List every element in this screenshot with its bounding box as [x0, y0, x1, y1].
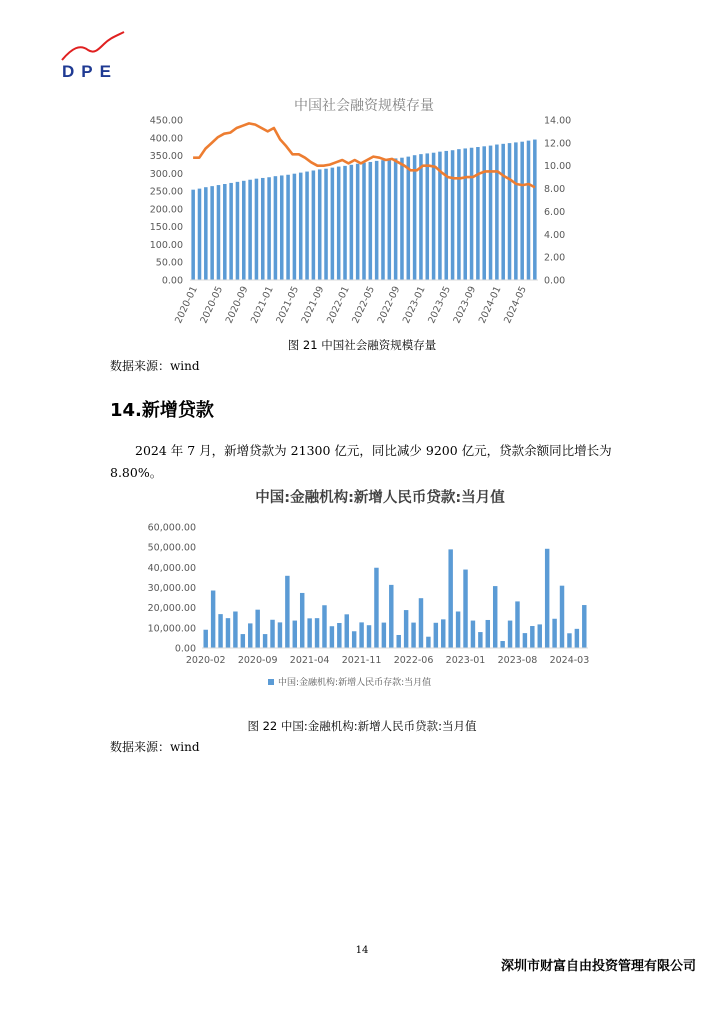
right-axis-tick: 12.00: [544, 138, 572, 150]
bar: [299, 173, 303, 280]
y-axis-tick: 60,000.00: [147, 522, 196, 534]
bar: [226, 618, 230, 648]
bar: [514, 142, 518, 280]
bar: [223, 184, 227, 280]
bar: [233, 611, 237, 648]
bar: [394, 158, 398, 280]
logo-text: DPE: [62, 62, 118, 81]
bar: [538, 624, 542, 648]
bar: [203, 630, 207, 648]
x-tick-label: 2023-08: [497, 655, 538, 666]
figure21-source: 数据来源：wind: [110, 359, 200, 373]
right-axis-tick: 2.00: [544, 252, 566, 264]
bar: [575, 629, 579, 648]
bar: [413, 155, 417, 280]
bar: [324, 169, 328, 280]
left-axis-tick: 450.00: [149, 115, 183, 127]
bar: [315, 618, 319, 648]
bar: [426, 637, 430, 648]
bar: [489, 146, 493, 280]
legend-label: 中国:金融机构:新增人民币存款:当月值: [278, 678, 432, 688]
x-tick-label: 2024-05: [502, 284, 529, 326]
bar: [388, 159, 392, 280]
bar: [471, 621, 475, 648]
figure21-caption: 图 21 中国社会融资规模存量: [287, 338, 437, 352]
x-tick-label: 2023-01: [445, 655, 486, 666]
bar: [533, 140, 537, 280]
bar: [331, 168, 335, 280]
bar: [359, 622, 363, 648]
bar: [362, 163, 366, 280]
y-axis-tick: 40,000.00: [147, 562, 196, 574]
bar: [300, 593, 304, 648]
company-name: 深圳市财富自由投资管理有限公司: [500, 959, 696, 974]
bar: [523, 633, 527, 648]
bar: [343, 166, 347, 280]
bar: [307, 618, 311, 648]
bar: [211, 591, 215, 648]
figure22-title: 中国:金融机构:新增人民币贷款:当月值: [255, 490, 505, 506]
bar: [582, 605, 586, 648]
x-tick-label: 2023-05: [426, 284, 453, 326]
bar: [419, 598, 423, 648]
bar: [248, 180, 252, 280]
bar: [248, 623, 252, 648]
bar: [482, 146, 486, 280]
bar: [434, 623, 438, 648]
bar: [515, 601, 519, 648]
bar: [204, 187, 208, 280]
legend-swatch: [268, 679, 274, 685]
bar: [229, 183, 233, 280]
right-axis-tick: 8.00: [544, 184, 566, 196]
x-tick-label: 2022-06: [393, 655, 434, 666]
bar: [350, 165, 354, 280]
bar: [322, 605, 326, 648]
right-axis-tick: 14.00: [544, 115, 572, 127]
figure21-title: 中国社会融资规模存量: [294, 98, 434, 114]
x-tick-label: 2021-04: [289, 655, 330, 666]
bar: [419, 154, 423, 280]
bar: [241, 634, 245, 648]
bar: [293, 621, 297, 648]
y-axis-tick: 20,000.00: [147, 603, 196, 615]
figure21-chart: [140, 92, 580, 337]
bar: [305, 172, 309, 280]
bar: [337, 623, 341, 648]
bar: [530, 626, 534, 648]
bar: [293, 174, 297, 280]
bar: [369, 162, 373, 280]
bar: [191, 190, 195, 280]
x-tick-label: 2021-11: [341, 655, 382, 666]
bar: [448, 549, 452, 648]
x-tick-label: 2022-01: [324, 284, 352, 326]
bar: [560, 586, 564, 648]
x-tick-label: 2024-01: [476, 284, 504, 326]
x-tick-label: 2021-09: [299, 284, 327, 326]
x-tick-label: 2021-05: [274, 284, 302, 326]
bar: [337, 167, 341, 280]
bar: [280, 175, 284, 280]
logo-swoosh: [58, 30, 128, 64]
x-tick-label: 2022-09: [375, 284, 403, 326]
left-axis-tick: 250.00: [149, 186, 183, 198]
bar: [478, 632, 482, 648]
x-tick-label: 2023-01: [400, 284, 428, 326]
x-tick-label: 2020-09: [223, 284, 251, 326]
bar: [400, 158, 404, 280]
bar: [312, 170, 316, 280]
bar: [263, 634, 267, 648]
section-paragraph: 2024 年 7 月，新增贷款为 21300 亿元，同比减少 9200 亿元，贷款余额同比增长为 8.80%。: [110, 443, 612, 480]
bar: [463, 148, 467, 280]
bar: [527, 141, 531, 280]
bar: [255, 610, 259, 648]
bar: [270, 620, 274, 648]
bar: [404, 610, 408, 648]
bar: [218, 614, 222, 648]
y-axis-tick: 0.00: [174, 643, 196, 655]
left-axis-tick: 200.00: [149, 204, 183, 216]
figure22-source: 数据来源：wind: [110, 740, 200, 754]
bar: [382, 623, 386, 648]
bar: [463, 570, 467, 648]
bar: [278, 622, 282, 648]
bar: [374, 568, 378, 648]
x-tick-label: 2020-05: [198, 284, 226, 326]
bar: [352, 631, 356, 648]
right-axis-tick: 0.00: [544, 275, 566, 287]
bar: [567, 633, 571, 648]
bar: [426, 153, 430, 280]
bar: [441, 619, 445, 648]
bar: [381, 160, 385, 280]
x-tick-label: 2022-05: [350, 284, 378, 326]
y-axis-tick: 10,000.00: [147, 623, 196, 635]
bar: [330, 626, 334, 648]
section-title: 14.新增贷款: [110, 400, 214, 421]
figure22-caption: 图 22 中国:金融机构:新增人民币贷款:当月值: [247, 719, 477, 733]
bar: [545, 549, 549, 648]
right-axis-tick: 6.00: [544, 206, 566, 218]
x-tick-label: 2020-09: [237, 655, 278, 666]
bar: [432, 153, 436, 280]
y-axis-tick: 30,000.00: [147, 583, 196, 594]
left-axis-tick: 350.00: [149, 151, 183, 163]
x-tick-label: 2020-02: [185, 655, 226, 666]
bar: [389, 585, 393, 648]
right-axis-tick: 4.00: [544, 229, 566, 241]
figure22-chart: [140, 480, 600, 705]
bar: [261, 178, 265, 280]
y-axis-tick: 50,000.00: [147, 542, 196, 554]
bar: [552, 619, 556, 648]
bar: [457, 149, 461, 280]
bar: [495, 145, 499, 280]
bar: [285, 576, 289, 648]
bar: [345, 614, 349, 648]
x-tick-label: 2020-01: [173, 284, 200, 326]
bar: [375, 161, 379, 280]
bar: [198, 189, 202, 280]
left-axis-tick: 0.00: [161, 275, 183, 287]
bar: [255, 179, 259, 280]
left-axis-tick: 50.00: [155, 257, 183, 269]
bar: [217, 185, 221, 280]
bar: [274, 176, 278, 280]
bar: [286, 175, 290, 280]
bar: [356, 164, 360, 280]
bar: [210, 186, 214, 280]
bar: [456, 611, 460, 648]
bar: [318, 169, 322, 280]
bar: [451, 150, 455, 280]
x-tick-label: 2021-01: [249, 284, 276, 326]
bar: [242, 181, 246, 280]
bar: [476, 147, 480, 280]
bar: [407, 157, 411, 280]
bar: [501, 144, 505, 280]
x-tick-label: 2024-03: [549, 655, 590, 666]
bar: [486, 620, 490, 648]
right-axis-tick: 10.00: [544, 161, 572, 173]
bar: [367, 625, 371, 648]
bar: [236, 182, 240, 280]
bar: [508, 621, 512, 648]
bar: [267, 177, 271, 280]
bar: [470, 148, 474, 280]
left-axis-tick: 300.00: [149, 168, 183, 180]
left-axis-tick: 100.00: [149, 239, 183, 251]
bar: [396, 635, 400, 648]
left-axis-tick: 400.00: [149, 133, 183, 145]
bar: [444, 151, 448, 280]
x-tick-label: 2023-09: [451, 284, 479, 326]
bar: [500, 641, 504, 648]
bar: [520, 142, 524, 280]
page-number: 14: [355, 945, 369, 956]
left-axis-tick: 150.00: [149, 222, 183, 234]
bar: [493, 586, 497, 648]
bar: [411, 623, 415, 648]
bar: [508, 143, 512, 280]
